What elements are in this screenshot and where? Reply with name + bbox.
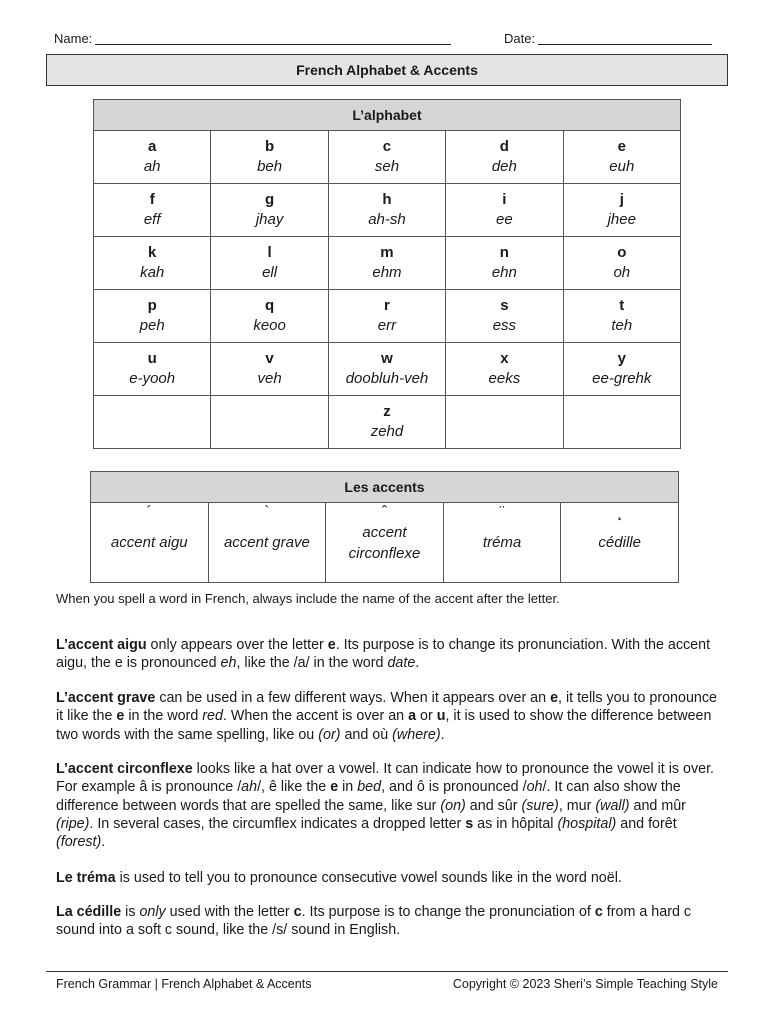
text-run: /. It can also show the difference between words that are spelled the same, like sur xyxy=(56,779,681,814)
text-run: . xyxy=(101,834,106,851)
pronunciation: ehm xyxy=(372,264,402,281)
text-run: . xyxy=(415,655,420,672)
pronunciation: eff xyxy=(143,211,161,228)
pronunciation: teh xyxy=(611,317,633,334)
accent-cell xyxy=(443,503,561,583)
text-run: is xyxy=(121,904,140,920)
accent-name: accent circonflexe xyxy=(348,523,421,562)
pronunciation: jhay xyxy=(255,211,284,228)
letter: x xyxy=(500,350,509,367)
footer-right: Copyright © 2023 Sheri’s Simple Teaching Style xyxy=(452,977,718,991)
bold-text: e xyxy=(327,637,336,653)
accents-heading: Les accents xyxy=(91,472,679,503)
letter: u xyxy=(147,350,157,367)
text-run: in the word xyxy=(124,708,203,725)
text-run: and forêt xyxy=(616,815,677,832)
alphabet-cell xyxy=(94,184,211,237)
pronunciation: jhee xyxy=(607,211,636,228)
letter: l xyxy=(267,244,272,261)
pronunciation: ah xyxy=(143,158,161,175)
name-label: Name: xyxy=(54,31,93,46)
name-blank xyxy=(95,31,451,45)
bold-text: Le tréma xyxy=(56,870,116,886)
accent-mark-icon: ´ xyxy=(146,504,152,521)
alphabet-cell xyxy=(446,237,563,290)
alphabet-cell xyxy=(563,290,680,343)
text-run: . Its purpose is to change its pronunciation. With the accent aigu, the e is pronounced xyxy=(56,637,711,672)
text-run: can be used in a few different ways. When it appears over an xyxy=(155,690,551,706)
pronunciation: keoo xyxy=(253,317,286,334)
letter: o xyxy=(617,244,627,261)
italic-text: eh xyxy=(220,655,237,672)
pronunciation: beh xyxy=(257,158,283,175)
bold-text: u xyxy=(436,708,446,725)
date-blank xyxy=(538,31,712,45)
pronunciation: peh xyxy=(139,317,165,334)
alphabet-cell xyxy=(211,396,328,449)
italic-text: bed xyxy=(357,779,382,796)
text-run: is used to tell you to pronounce consecutive vowel sounds like in the word noël. xyxy=(115,870,622,886)
accent-name: tréma xyxy=(482,534,522,551)
bold-text: e xyxy=(550,690,559,706)
italic-text: (or) xyxy=(318,726,341,743)
letter: d xyxy=(499,138,509,155)
alphabet-row xyxy=(94,184,681,237)
alphabet-cell xyxy=(446,131,563,184)
alphabet-cell xyxy=(563,343,680,396)
accent-cell xyxy=(561,503,679,583)
text-run: and sûr xyxy=(465,797,522,814)
text-run: , like the /a/ in the word xyxy=(236,655,388,672)
alphabet-body xyxy=(94,131,681,449)
italic-text: only xyxy=(139,904,166,920)
text-run: /, ê like the xyxy=(257,779,331,796)
alphabet-cell xyxy=(563,237,680,290)
accent-mark-icon: ¸ xyxy=(617,504,623,521)
text-run: . Its purpose is to change the pronunciation of xyxy=(301,904,595,920)
alphabet-cell xyxy=(328,237,445,290)
letter: f xyxy=(149,191,155,208)
letter: s xyxy=(500,297,509,314)
italic-text: (sure) xyxy=(521,797,559,814)
letter: j xyxy=(619,191,624,208)
alphabet-cell xyxy=(328,396,445,449)
paragraph-trema xyxy=(56,869,718,887)
pronunciation: kah xyxy=(140,264,165,281)
italic-text: (on) xyxy=(440,797,466,814)
pronunciation: ell xyxy=(262,264,278,281)
alphabet-cell xyxy=(94,237,211,290)
letter: k xyxy=(148,244,157,261)
alphabet-cell xyxy=(94,290,211,343)
bold-text: e xyxy=(116,708,125,725)
italic-text: red xyxy=(202,708,223,725)
alphabet-cell xyxy=(211,184,328,237)
alphabet-cell xyxy=(94,396,211,449)
footer-divider xyxy=(46,971,728,972)
pronunciation: deh xyxy=(491,158,517,175)
italic-text: (wall) xyxy=(595,797,630,814)
paragraph-cedille xyxy=(56,903,718,940)
text-run: . In several cases, the circumflex indicates a dropped letter xyxy=(89,815,466,832)
footer-left: French Grammar | French Alphabet & Accents xyxy=(56,977,312,991)
italic-text: (hospital) xyxy=(557,815,617,832)
letter: q xyxy=(265,297,275,314)
alphabet-cell xyxy=(211,290,328,343)
letter: b xyxy=(265,138,275,155)
pronunciation: euh xyxy=(609,158,635,175)
text-run: . xyxy=(440,726,445,743)
alphabet-heading: L’alphabet xyxy=(94,100,681,131)
alphabet-cell xyxy=(328,290,445,343)
accent-name: cédille xyxy=(598,534,641,551)
bold-text: L’accent aigu xyxy=(56,637,147,653)
pronunciation: eeks xyxy=(488,370,521,387)
alphabet-table xyxy=(93,99,681,449)
pronunciation: seh xyxy=(374,158,400,175)
alphabet-cell xyxy=(563,396,680,449)
letter: w xyxy=(381,350,393,367)
alphabet-cell xyxy=(211,343,328,396)
paragraph-accent-circonflexe xyxy=(56,760,718,851)
bold-text: c xyxy=(293,904,302,920)
text-run: , it is used to show the difference between two words with the same spelling, like ou xyxy=(56,708,712,743)
text-run: only appears over the letter xyxy=(146,637,328,653)
pronunciation: oh xyxy=(613,264,631,281)
letter: c xyxy=(382,138,392,155)
accent-name: accent grave xyxy=(223,534,310,551)
alphabet-row xyxy=(94,237,681,290)
page-title: French Alphabet & Accents xyxy=(46,54,728,86)
text-run: looks like a hat over a vowel. It can indicate how to pronounce the vowel it is over. For example â is pronounce / xyxy=(56,761,715,796)
pronunciation: err xyxy=(377,317,397,334)
bold-text: c xyxy=(594,904,603,920)
accent-cell xyxy=(326,503,444,583)
pronunciation: ee-grehk xyxy=(592,370,652,387)
alphabet-cell xyxy=(211,237,328,290)
date-label: Date: xyxy=(504,31,536,46)
paragraph-accent-aigu xyxy=(56,636,718,673)
bold-text: s xyxy=(465,815,474,832)
pronunciation: e-yooh xyxy=(129,370,176,387)
accent-mark-icon: ˆ xyxy=(381,504,388,521)
letter: g xyxy=(265,191,275,208)
bold-text: a xyxy=(408,708,417,725)
text-run: used with the letter xyxy=(165,904,294,920)
accent-cell xyxy=(208,503,326,583)
paragraph-accent-grave xyxy=(56,689,718,744)
bold-text: L’accent circonflexe xyxy=(56,761,193,777)
pronunciation: veh xyxy=(257,370,282,387)
alphabet-cell xyxy=(446,396,563,449)
italic-text: (where) xyxy=(392,726,441,743)
alphabet-cell xyxy=(328,343,445,396)
italic-text: ah xyxy=(241,779,258,796)
alphabet-cell xyxy=(446,343,563,396)
letter: r xyxy=(384,297,390,314)
letter: a xyxy=(148,138,157,155)
text-run: in xyxy=(338,779,358,796)
letter: e xyxy=(617,138,626,155)
pronunciation: zehd xyxy=(370,423,404,440)
accent-cell xyxy=(91,503,209,583)
pronunciation: ehn xyxy=(491,264,517,281)
alphabet-cell xyxy=(94,343,211,396)
text-run: and où xyxy=(340,726,393,743)
italic-text: (ripe) xyxy=(56,815,90,832)
letter: y xyxy=(617,350,626,367)
pronunciation: doobluh-veh xyxy=(345,370,429,387)
alphabet-cell xyxy=(328,184,445,237)
letter: i xyxy=(502,191,507,208)
letter: h xyxy=(382,191,392,208)
text-run: and mûr xyxy=(629,797,686,814)
alphabet-cell xyxy=(211,131,328,184)
letter: n xyxy=(499,244,509,261)
date-line xyxy=(504,31,712,46)
pronunciation: ah-sh xyxy=(368,211,406,228)
alphabet-cell xyxy=(446,184,563,237)
text-run: as in hôpital xyxy=(473,815,558,832)
pronunciation: ess xyxy=(492,317,517,334)
name-line xyxy=(54,31,451,46)
accents-row xyxy=(91,503,679,583)
accents-table xyxy=(90,471,679,583)
alphabet-row xyxy=(94,131,681,184)
alphabet-row xyxy=(94,343,681,396)
accent-mark-icon: ` xyxy=(264,504,270,521)
text-run: or xyxy=(416,708,437,725)
alphabet-cell xyxy=(328,131,445,184)
italic-text: date xyxy=(387,655,416,672)
alphabet-row xyxy=(94,290,681,343)
letter: m xyxy=(380,244,394,261)
text-run: , and ô is pronounced / xyxy=(381,779,527,796)
spelling-note: When you spell a word in French, always include the name of the accent after the letter. xyxy=(56,591,560,606)
italic-text: oh xyxy=(526,779,543,796)
bold-text: La cédille xyxy=(56,904,122,920)
alphabet-cell xyxy=(563,184,680,237)
letter: v xyxy=(265,350,274,367)
bold-text: L’accent grave xyxy=(56,690,156,706)
text-run: . When the accent is over an xyxy=(222,708,409,725)
italic-text: (forest) xyxy=(56,834,102,851)
letter: z xyxy=(383,403,391,420)
text-run: , it tells you to pronounce it like the xyxy=(56,690,717,725)
alphabet-cell xyxy=(94,131,211,184)
accent-name: accent aigu xyxy=(110,534,188,551)
text-run: from a hard c sound into a soft c sound, like the /s/ sound in English. xyxy=(56,904,692,939)
bold-text: e xyxy=(330,779,339,796)
alphabet-row xyxy=(94,396,681,449)
alphabet-cell xyxy=(563,131,680,184)
alphabet-cell xyxy=(446,290,563,343)
accent-mark-icon: ¨ xyxy=(499,504,505,521)
pronunciation: ee xyxy=(496,211,513,228)
letter: p xyxy=(147,297,157,314)
text-run: , mur xyxy=(558,797,596,814)
letter: t xyxy=(619,297,625,314)
